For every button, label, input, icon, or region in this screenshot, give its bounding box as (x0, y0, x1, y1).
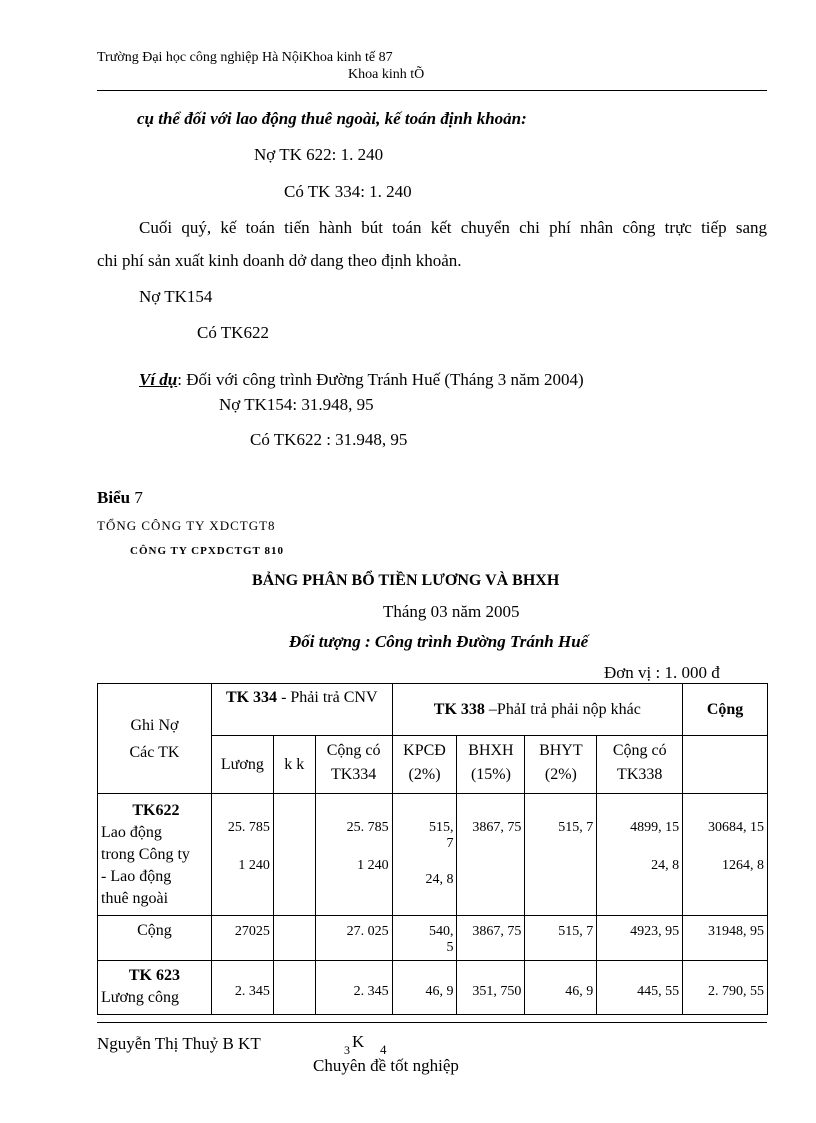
row-tk622-cong338 (597, 794, 683, 916)
subheader-bhxh (457, 736, 525, 794)
row-tk622-label (98, 794, 212, 916)
subheader-congco334-a: Cộng có (326, 742, 381, 759)
header-tk338-code: TK 338 (433, 700, 485, 718)
example-label: Ví dụ (139, 370, 178, 389)
table-row-total (98, 916, 768, 961)
subheader-congco338-a: Cộng có (612, 742, 667, 759)
row-total-cong334: 27. 025 (315, 916, 392, 961)
row-tk622-cong334 (315, 794, 392, 916)
row-tk622-cong-a: 30684, 15 (708, 820, 764, 835)
subheader-congco-tk334 (315, 736, 392, 794)
header-row-1 (98, 684, 768, 736)
subheader-kpcd (392, 736, 457, 794)
footer-k: K (352, 1032, 365, 1051)
row-total-kpcd-b: 5 (446, 940, 454, 955)
row-total-cong338: 4923, 95 (597, 916, 683, 961)
salary-allocation-table (97, 683, 768, 1015)
subheader-bhyt-b: (2%) (544, 766, 577, 783)
bieu-label (97, 488, 143, 508)
subheader-luong: Lương (211, 736, 273, 794)
row-tk623-cong: 2. 790, 55 (683, 961, 768, 1015)
row-tk622-luong (211, 794, 273, 916)
row-tk623-luong: 2. 345 (211, 961, 273, 1015)
entry2-debit: Nợ TK154 (139, 287, 213, 306)
row-tk623-kk (273, 961, 315, 1015)
header-ghino-text: Ghi Nợ (130, 716, 179, 734)
row-tk622-cong (683, 794, 768, 916)
row-total-cong: 31948, 95 (683, 916, 768, 961)
row-total-bhxh: 3867, 75 (457, 916, 525, 961)
footer-sub-3: 3 (344, 1043, 350, 1057)
header-tk334-code: TK 334 (225, 689, 278, 706)
report-month: Tháng 03 năm 2005 (383, 602, 520, 621)
header-cactk-text: Các TK (129, 743, 180, 761)
row-total-kpcd-a: 540, (428, 924, 454, 939)
subheader-kpcd-a: KPCĐ (403, 742, 446, 759)
row-tk623-cong334: 2. 345 (315, 961, 392, 1015)
row-tk622-line4: thuê ngoài (101, 890, 169, 907)
example-line (139, 370, 584, 390)
col-header-tk338 (392, 684, 683, 736)
subheader-bhxh-a: BHXH (468, 742, 514, 759)
footer-author: Nguyễn Thị Thuỷ B KT (97, 1034, 261, 1053)
row-tk622-line3: - Lao động (101, 868, 172, 885)
report-object: Đối tượng : Công trình Đường Tránh Huế (289, 632, 589, 651)
row-tk622-kpcd-b: 24, 8 (425, 872, 454, 887)
example-credit: Có TK622 : 31.948, 95 (250, 430, 408, 449)
table-row-tk623 (98, 961, 768, 1015)
subheader-bhyt (525, 736, 597, 794)
header-rule (97, 90, 767, 91)
header-tk338-desc: –PhảI trả phải nộp khác (484, 700, 641, 718)
header-tk334-desc: - Phải trả CNV (277, 689, 378, 706)
row-tk622-kk (273, 794, 315, 916)
footer-subject: Chuyên đề tốt nghiệp (313, 1056, 459, 1075)
row-tk622-luong-a: 25. 785 (227, 820, 270, 835)
example-text: : Đối với công trình Đường Tránh Huế (Tháng 3 năm 2004) (177, 370, 584, 389)
footer-rule (97, 1022, 767, 1023)
row-tk623-cong338: 445, 55 (597, 961, 683, 1015)
row-total-kpcd (392, 916, 457, 961)
subheader-bhxh-b: (15%) (470, 766, 511, 783)
footer-sub-4: 4 (380, 1042, 387, 1057)
company-parent: TỔNG CÔNG TY XDCTGT8 (97, 518, 276, 533)
bieu-number: 7 (134, 488, 143, 507)
row-total-label: Cộng (98, 916, 212, 961)
intro-line: cụ thể đối với lao động thuê ngoài, kế toán định khoản: (137, 109, 527, 128)
running-header-school: Trường Đại học công nghiệp Hà NộiKhoa kinh tế 87 (97, 50, 393, 65)
row-total-kk (273, 916, 315, 961)
report-title: BẢNG PHÂN BỔ TIỀN LƯƠNG VÀ BHXH (252, 572, 560, 589)
row-tk623-bhxh: 351, 750 (457, 961, 525, 1015)
row-tk623-kpcd: 46, 9 (392, 961, 457, 1015)
subheader-kk: k k (273, 736, 315, 794)
col-header-cong: Cộng (683, 684, 768, 736)
row-tk622-line1: Lao động (101, 824, 162, 841)
entry2-credit: Có TK622 (197, 323, 269, 342)
row-tk622-cong334-b: 1 240 (357, 858, 389, 873)
row-tk622-code: TK622 (132, 802, 180, 819)
row-tk622-cong334-a: 25. 785 (346, 820, 389, 835)
row-tk622-kpcd (392, 794, 457, 916)
subheader-kpcd-b: (2%) (408, 766, 441, 783)
col-header-tk334 (211, 684, 392, 736)
subheader-congco338-b: TK338 (617, 766, 663, 783)
company-name: CÔNG TY CPXDCTGT 810 (130, 545, 284, 557)
row-tk622-cong338-b: 24, 8 (651, 858, 680, 873)
row-tk622-cong338-a: 4899, 15 (630, 820, 680, 835)
entry1-debit: Nợ TK 622: 1. 240 (254, 145, 384, 164)
paragraph-line1: Cuối quý, kế toán tiến hành bút toán kết chuyển chi phí nhân công trực tiếp sang (139, 218, 767, 237)
row-tk622-bhxh: 3867, 75 (457, 794, 525, 916)
row-tk622-bhyt: 515, 7 (525, 794, 597, 916)
table-row-tk622 (98, 794, 768, 916)
row-total-luong: 27025 (211, 916, 273, 961)
subheader-bhyt-a: BHYT (539, 742, 583, 759)
row-tk623-label (98, 961, 212, 1015)
row-tk622-luong-b: 1 240 (238, 858, 270, 873)
subheader-cong-empty (683, 736, 768, 794)
bieu-word: Biểu (97, 488, 131, 507)
row-tk623-bhyt: 46, 9 (525, 961, 597, 1015)
running-header-faculty: Khoa kinh tÕ (348, 67, 425, 82)
paragraph-line2: chi phí sản xuất kinh doanh dở dang theo định khoản. (97, 251, 462, 270)
example-debit: Nợ TK154: 31.948, 95 (219, 395, 374, 414)
entry1-credit: Có TK 334: 1. 240 (284, 182, 412, 201)
row-tk623-line1: Lương công (101, 989, 180, 1006)
subheader-congco-tk338 (597, 736, 683, 794)
row-tk622-kpcd-a1: 515, (428, 820, 454, 835)
subheader-congco334-b: TK334 (330, 766, 377, 783)
report-unit: Đơn vị : 1. 000 đ (604, 663, 720, 682)
row-tk622-kpcd-a2: 7 (446, 836, 454, 851)
row-tk622-cong-b: 1264, 8 (722, 858, 764, 873)
row-tk623-code: TK 623 (128, 967, 180, 984)
col-header-ghino (98, 684, 212, 794)
row-tk622-line2: trong Công ty (101, 846, 190, 863)
row-total-bhyt: 515, 7 (525, 916, 597, 961)
